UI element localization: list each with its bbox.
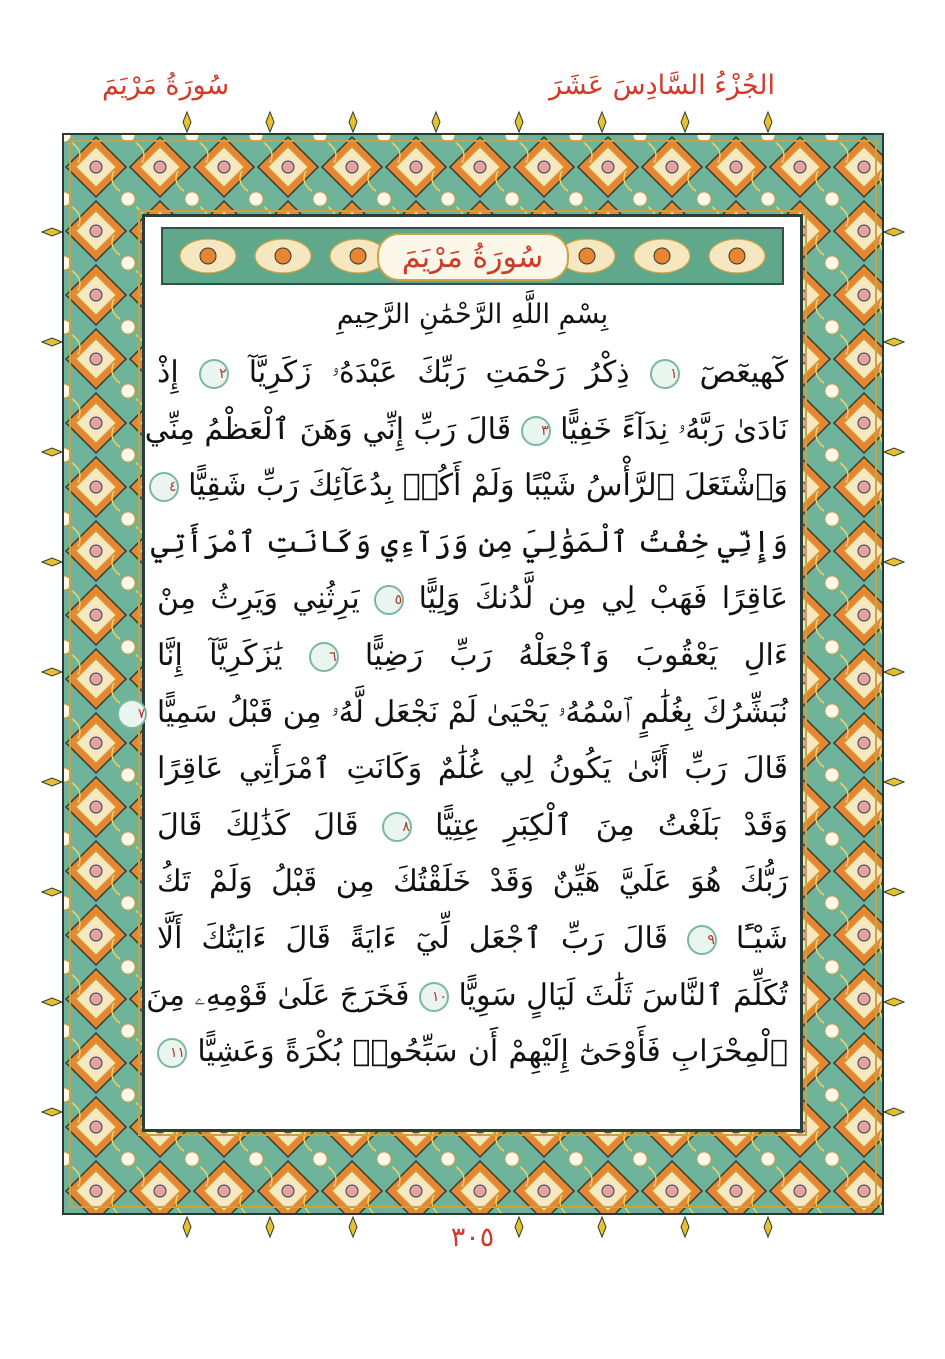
juz-name-header: الجُزْءُ السَّادِسَ عَشَرَ bbox=[548, 70, 775, 101]
verse-text: يَٰزَكَرِيَّآ إِنَّا bbox=[157, 637, 309, 673]
ayah-number-marker: ١ bbox=[650, 359, 680, 389]
verse-text: قَالَ كَذَٰلِكَ قَالَ bbox=[157, 807, 382, 843]
verse-line bbox=[157, 345, 788, 402]
ayah-number-marker: ٩ bbox=[687, 925, 717, 955]
ayah-number-marker: ١١ bbox=[157, 1038, 187, 1068]
verse-text: شَيْـًٔا bbox=[716, 920, 789, 956]
ayah-number-marker: ٤ bbox=[149, 472, 179, 502]
ayah-number-marker: ١٠ bbox=[419, 982, 449, 1012]
verse-line bbox=[157, 571, 788, 628]
verse-text: وَقَدْ بَلَغْتُ مِنَ ٱلْكِبَرِ عِتِيًّا bbox=[411, 807, 788, 843]
surah-title: سُورَةُ مَرْيَمَ bbox=[377, 233, 569, 281]
verse-text: تُكَلِّمَ ٱلنَّاسَ ثَلَٰثَ لَيَالٍ سَوِيًّا bbox=[448, 977, 788, 1013]
verse-text: كٓهيعٓصٓ bbox=[679, 355, 788, 390]
verse-text: قَالَ رَبِّ أَنَّىٰ يَكُونُ لِي غُلَٰمٌ وَكَانَتِ ٱمْرَأَتِي عَاقِرًا bbox=[157, 751, 788, 787]
verse-text: وَإِنِّي خِفْتُ ٱلْمَوَٰلِيَ مِن وَرَآءِي وَكَانَتِ ٱمْرَأَتِي bbox=[150, 524, 788, 560]
verse-line bbox=[157, 458, 788, 515]
surah-name-header: سُورَةُ مَرْيَمَ bbox=[102, 70, 230, 101]
verse-line bbox=[157, 741, 788, 798]
verse-text: ءَالِ يَعْقُوبَ وَٱجْعَلْهُ رَبِّ رَضِيًّا bbox=[338, 637, 789, 673]
verse-line bbox=[157, 798, 788, 855]
ayah-number-marker: ٨ bbox=[382, 812, 412, 842]
verse-text: يَرِثُنِي وَيَرِثُ مِنْ bbox=[157, 581, 375, 617]
verse-text: عَاقِرًا فَهَبْ لِي مِن لَّدُنكَ وَلِيًّا bbox=[404, 581, 788, 617]
verse-line bbox=[157, 911, 788, 968]
verse-text: إِذْ bbox=[157, 355, 199, 390]
verse-line bbox=[146, 968, 788, 1025]
verse-text: قَالَ رَبِّ ٱجْعَل لِّيٓ ءَايَةً قَالَ ءَايَتُكَ أَلَّا bbox=[157, 920, 687, 956]
verse-line bbox=[144, 402, 788, 459]
verse-line bbox=[137, 685, 788, 742]
verse-text: ذِكْرُ رَحْمَتِ رَبِّكَ عَبْدَهُۥ زَكَرِيَّآ bbox=[228, 355, 650, 390]
verse-text: وَٱشْتَعَلَ ٱلرَّأْسُ شَيْبًا وَلَمْ أَكُنۢ بِدُعَآئِكَ رَبِّ شَقِيًّا bbox=[178, 468, 788, 504]
verse-text: قَالَ رَبِّ إِنِّي وَهَنَ ٱلْعَظْمُ مِنِّي bbox=[144, 411, 521, 447]
page-number: ٣٠٥ bbox=[450, 1222, 495, 1253]
verse-text: ٱلْمِحْرَابِ فَأَوْحَىٰٓ إِلَيْهِمْ أَن سَبِّحُوا۟ بُكْرَةً وَعَشِيًّا bbox=[187, 1034, 788, 1070]
ayah-number-marker: ٣ bbox=[521, 416, 551, 446]
verse-line bbox=[157, 1024, 788, 1081]
verse-text: فَخَرَجَ عَلَىٰ قَوْمِهِۦ مِنَ bbox=[146, 977, 419, 1013]
verse-lines bbox=[137, 345, 789, 1081]
verse-line bbox=[157, 854, 788, 911]
verse-text: رَبُّكَ هُوَ عَلَيَّ هَيِّنٌ وَقَدْ خَلَقْتُكَ مِن قَبْلُ وَلَمْ تَكُ bbox=[157, 864, 788, 900]
ayah-number-marker: ٧ bbox=[117, 699, 147, 729]
basmala: بِسْمِ اللَّهِ الرَّحْمَٰنِ الرَّحِيمِ bbox=[336, 299, 609, 330]
surah-banner bbox=[161, 227, 784, 285]
verse-text: نَادَىٰ رَبَّهُۥ نِدَآءً خَفِيًّا bbox=[550, 411, 788, 447]
text-panel bbox=[137, 214, 803, 1132]
ayah-number-marker: ٢ bbox=[199, 359, 229, 389]
verse-line bbox=[157, 628, 788, 685]
ayah-number-marker: ٦ bbox=[309, 642, 339, 672]
verse-line bbox=[150, 515, 788, 572]
ayah-number-marker: ٥ bbox=[374, 585, 404, 615]
verse-text: نُبَشِّرُكَ بِغُلَٰمٍ ٱسْمُهُۥ يَحْيَىٰ لَمْ نَجْعَل لَّهُۥ مِن قَبْلُ سَمِيًّا bbox=[147, 694, 788, 730]
